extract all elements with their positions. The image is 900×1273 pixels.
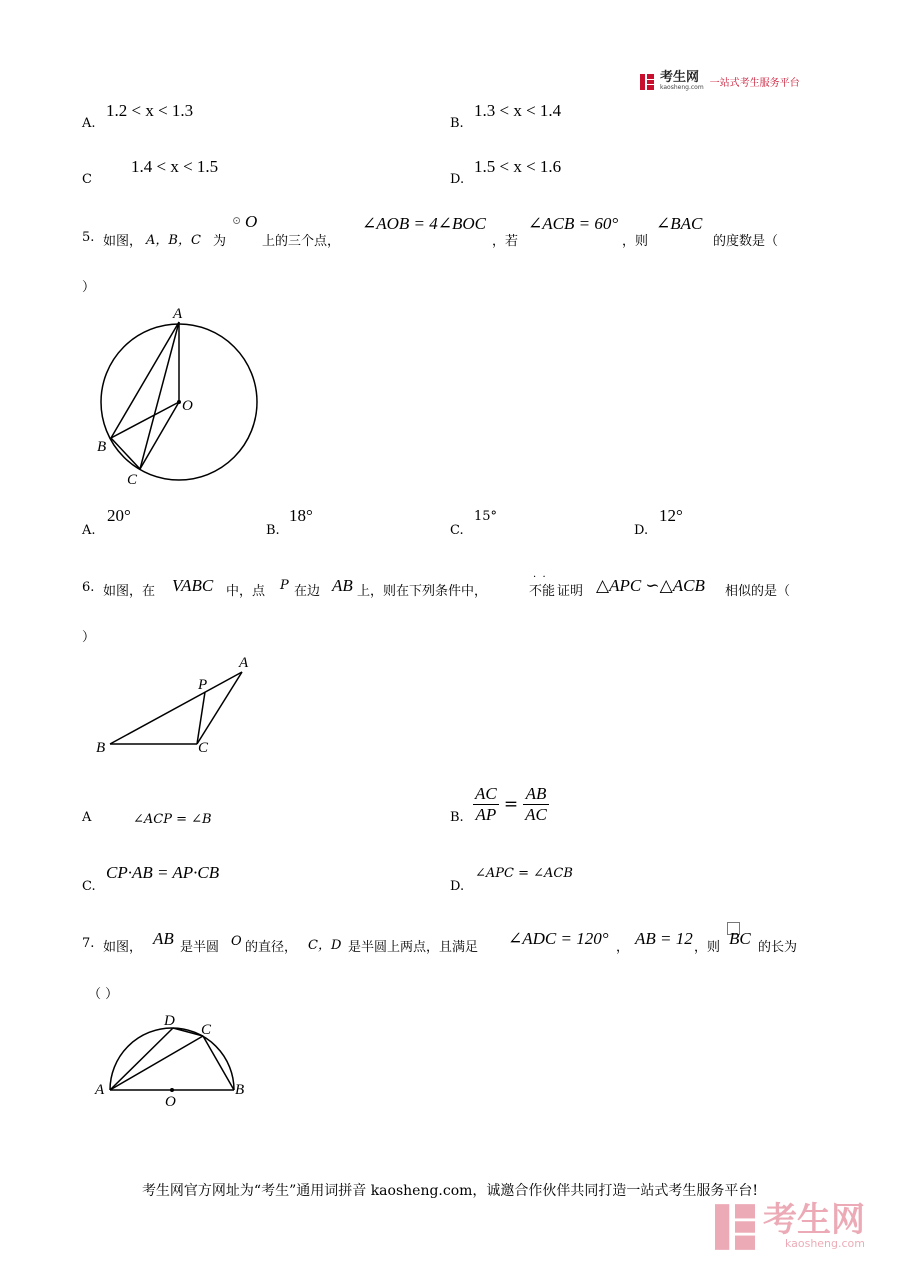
q7-arc-bc: BC [729, 929, 751, 948]
q5-number: 5. [82, 230, 95, 245]
watermark [715, 1200, 865, 1250]
q7-label-b: B [235, 1082, 245, 1098]
q4-option-c-letter: C [82, 172, 92, 187]
q5-text-1: 如图， [103, 234, 143, 249]
logo-name: 考生网 [660, 70, 700, 85]
q7-center-o: O [231, 934, 242, 949]
q6-option-b-fraction-1 [473, 784, 499, 825]
q6-option-b-fraction-2 [523, 784, 549, 825]
q7-label-a: A [95, 1082, 105, 1098]
q5-text-3: 上的三个点， [262, 234, 341, 249]
q6-fraction-2-numerator: AB [523, 784, 549, 805]
q6-segment-ba [110, 672, 242, 744]
q5-label-o: O [182, 398, 193, 414]
q5-text-5: ，则 [622, 234, 649, 249]
q4-option-a-text: 1.2 < x < 1.3 [106, 101, 194, 120]
logo-slogan: 一站式考生服务平台 [709, 78, 800, 89]
q6-option-a-letter: A [82, 810, 92, 825]
q6-close-paren: ） [82, 630, 96, 645]
q6-similar-expr: △APC ∽△ACB [596, 576, 705, 595]
q6-text-4: 上，则在下列条件中， [357, 584, 488, 599]
q4-option-b-letter: B. [450, 116, 464, 131]
q6-text-2: 中，点 [226, 584, 266, 599]
q5-label-a: A [173, 306, 183, 322]
q6-triangle: VABC [172, 576, 214, 595]
q6-side-ab: AB [332, 576, 353, 595]
q7-semicircle-figure [92, 1008, 252, 1112]
q5-label-b: B [97, 439, 107, 455]
q6-text-6: 相似的是（ [725, 584, 791, 599]
q5-segment-bc [111, 438, 140, 469]
q5-circle-figure [92, 300, 267, 490]
watermark-logo-icon [715, 1204, 755, 1250]
q6-label-p: P [198, 677, 208, 693]
q5-points: A，B，C [146, 233, 201, 248]
q7-label-c: C [201, 1022, 212, 1038]
footer-text: 考生网官方网址为“考生”通用词拼音 kaosheng.com，诚邀合作伙伴共同打造一站式考生服务平台! [141, 1183, 759, 1199]
q5-option-c-text: 15° [474, 509, 498, 524]
q6-label-a: A [239, 655, 249, 671]
q5-center-dot [177, 400, 181, 404]
q7-label-d: D [164, 1013, 175, 1029]
q7-text-4: 是半圆上两点，且满足 [348, 940, 479, 955]
q6-option-b-letter: B. [450, 810, 464, 825]
q5-option-b-text: 18° [289, 506, 313, 525]
q6-label-b: B [96, 740, 106, 756]
q6-fraction-equals: = [503, 794, 519, 815]
q4-option-c-text: 1.4 < x < 1.5 [131, 157, 219, 176]
q6-text-1: 如图，在 [103, 584, 156, 599]
q6-option-c-text: CP·AB = AP·CB [106, 863, 220, 882]
q6-emphasis-dots: · · [533, 572, 546, 583]
q7-expr-adc: ∠ADC = 120° [508, 929, 609, 948]
q7-text-2: 是半圆 [180, 940, 220, 955]
q6-fraction-2-denominator: AC [525, 805, 547, 824]
header-logo [640, 72, 800, 91]
q5-option-c-letter: C. [450, 523, 464, 538]
q6-fraction-1-numerator: AC [475, 784, 497, 803]
q6-option-c-letter: C. [82, 879, 96, 894]
q6-option-a-text: ∠ACP = ∠B [133, 812, 212, 827]
q5-segment-ac [140, 322, 179, 469]
q5-expr-bac: ∠BAC [656, 214, 703, 233]
watermark-name: 考生网 [763, 1200, 865, 1240]
q6-label-c: C [198, 740, 209, 756]
q7-center-dot [170, 1088, 174, 1092]
q7-points-cd: C，D [308, 938, 342, 953]
q5-expr-acb: ∠ACB = 60° [528, 214, 619, 233]
q6-option-d-text: ∠APC = ∠ACB [475, 866, 573, 881]
watermark-domain: kaosheng.com [784, 1237, 865, 1250]
q7-text-6: 的长为 [758, 940, 798, 955]
q5-circle-symbol: ⊙ [232, 214, 242, 227]
q7-text-5: ，则 [694, 940, 721, 955]
q7-paren: （ ） [88, 987, 119, 1002]
kaosheng-logo-icon [640, 74, 654, 90]
q5-option-d-letter: D. [634, 523, 649, 538]
q6-number: 6. [82, 580, 95, 595]
q6-text-3: 在边 [294, 584, 321, 599]
q7-diameter-ab: AB [153, 929, 174, 948]
q7-segment-cb [203, 1036, 234, 1090]
q6-point-p: P [280, 578, 289, 593]
q7-text-3: 的直径， [245, 940, 298, 955]
q5-text-2: 为 [213, 234, 227, 249]
q6-option-b-fraction [473, 784, 549, 825]
q7-label-o: O [165, 1094, 176, 1110]
logo-domain: kaosheng.com [660, 84, 704, 91]
q4-option-a-letter: A. [82, 116, 96, 131]
q5-option-b-letter: B. [266, 523, 280, 538]
q4-option-d-text: 1.5 < x < 1.6 [474, 157, 562, 176]
q6-fraction-1-denominator: AP [475, 805, 497, 824]
q4-option-d-letter: D. [450, 172, 465, 187]
q5-circle-o: O [245, 212, 258, 231]
q5-option-a-letter: A. [82, 523, 96, 538]
q7-text-1: 如图， [103, 940, 143, 955]
q6-not: 不能 [529, 584, 556, 599]
q7-number: 7. [82, 936, 95, 951]
q5-close-paren: ） [82, 280, 96, 295]
q6-triangle-figure [92, 652, 262, 760]
q5-label-c: C [127, 472, 138, 488]
q7-expr-ab: AB = 12 [635, 929, 693, 948]
q5-text-4: ，若 [492, 234, 519, 249]
q6-option-d-letter: D. [450, 879, 465, 894]
q5-option-d-text: 12° [659, 506, 683, 525]
q5-expr-aob: ∠AOB = 4∠BOC [362, 214, 487, 233]
q5-text-6: 的度数是（ [713, 234, 779, 249]
q5-option-a-text: 20° [107, 506, 131, 525]
q4-option-b-text: 1.3 < x < 1.4 [474, 101, 562, 120]
q7-comma: ， [616, 940, 630, 955]
q6-text-5: 证明 [557, 584, 584, 599]
